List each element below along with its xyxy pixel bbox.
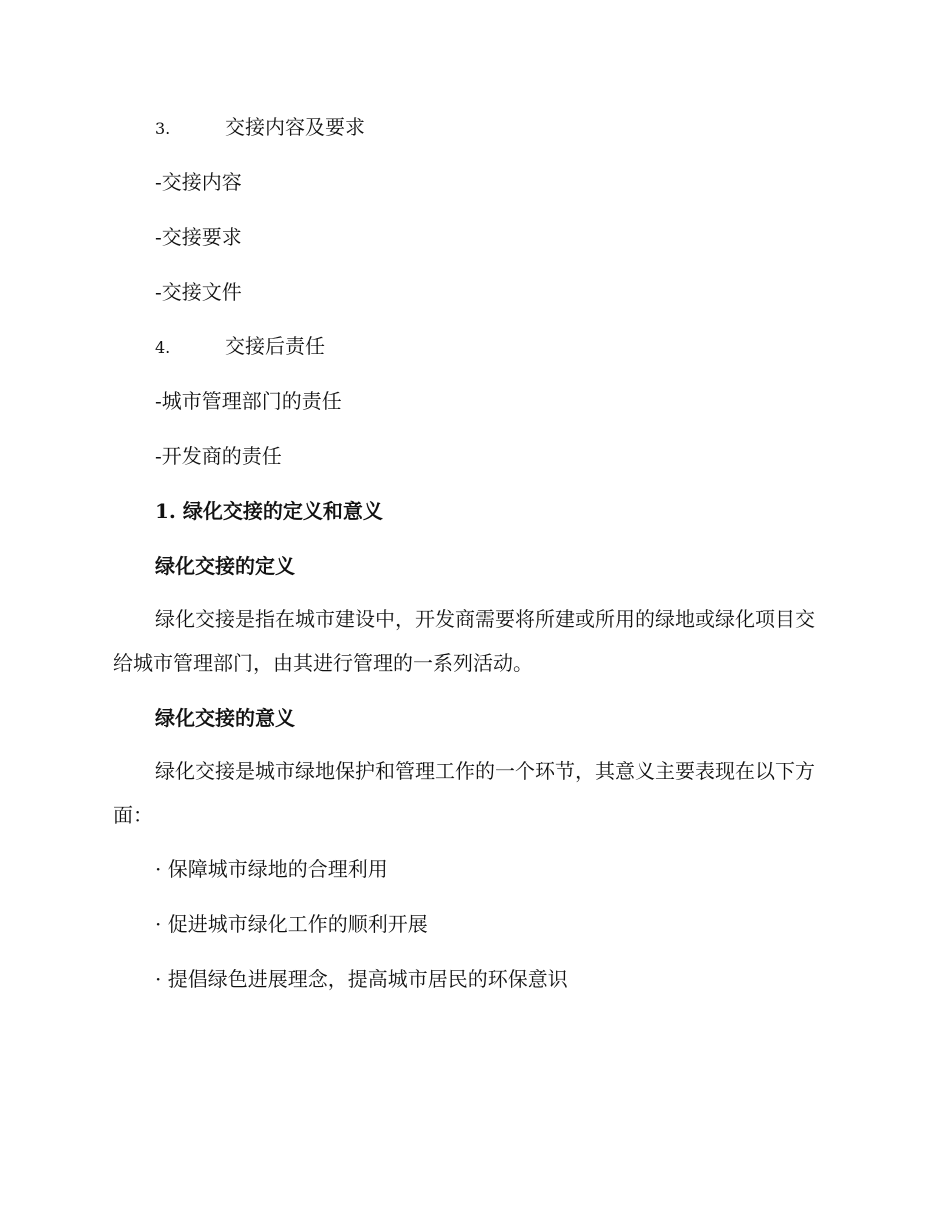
outline-item-title: 交接内容及要求 <box>225 115 365 139</box>
bullet-item: · 提倡绿色进展理念，提高城市居民的环保意识 <box>155 967 568 991</box>
section-heading: 1. 绿化交接的定义和意义 <box>155 499 383 523</box>
outline-subitem: -城市管理部门的责任 <box>155 389 342 413</box>
subsection-heading-definition: 绿化交接的定义 <box>155 554 295 578</box>
outline-item-number: 3. <box>155 119 171 138</box>
outline-subitem: -交接要求 <box>155 225 242 249</box>
outline-subitem: -交接内容 <box>155 170 242 194</box>
definition-paragraph: 绿化交接是指在城市建设中，开发商需要将所建或所用的绿地或绿化项目交给城市管理部门，由其进行管理的一系列活动。 <box>113 607 815 675</box>
outline-item-4 <box>155 332 325 362</box>
outline-item-3 <box>155 113 365 143</box>
outline-item-title: 交接后责任 <box>225 334 325 358</box>
bullet-item: · 促进城市绿化工作的顺利开展 <box>155 912 428 936</box>
bullet-item: · 保障城市绿地的合理利用 <box>155 857 388 881</box>
significance-paragraph: 绿化交接是城市绿地保护和管理工作的一个环节，其意义主要表现在以下方面： <box>113 759 815 827</box>
outline-subitem: -交接文件 <box>155 280 242 304</box>
outline-subitem: -开发商的责任 <box>155 444 282 468</box>
outline-item-number: 4. <box>155 338 171 357</box>
subsection-heading-significance: 绿化交接的意义 <box>155 706 295 730</box>
